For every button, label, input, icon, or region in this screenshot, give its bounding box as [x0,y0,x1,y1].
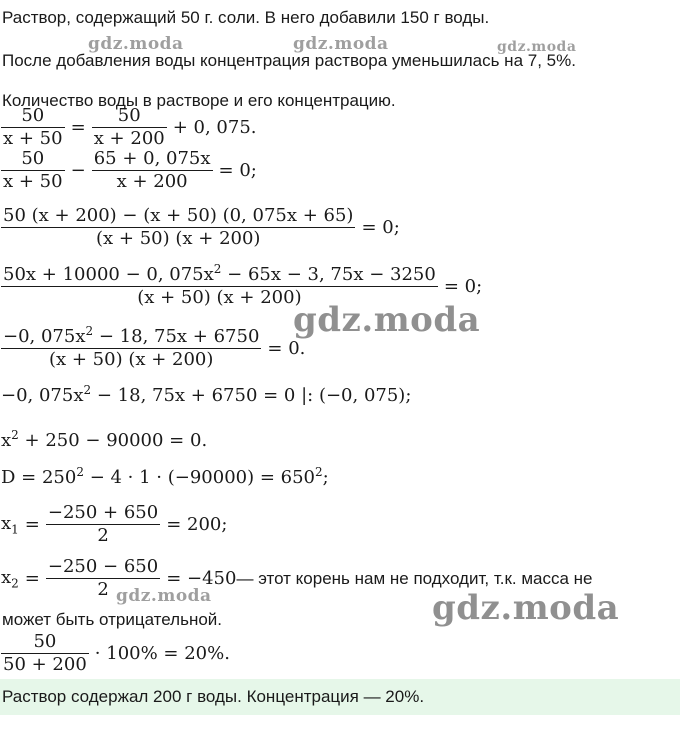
concentration-calc: $\frac{50}{50 + 200}$ · 100% = 20%. [3,631,230,675]
equation-5: $\frac{-0, 075x^2 - 18, 75x + 6750}{(x + 50) (x + 200)}$ = 0. [3,324,306,370]
root-x2: $x_2$ = $\frac{-250 - 650}{2}$ = −450 — этот корень нам не подходит, т.к. масса не [1,556,593,600]
watermark-logo: gdz.moda [497,39,577,55]
answer-text: Раствор содержал 200 г воды. Концентрация — 20%. [2,687,425,706]
discriminant: $D = 250^2 - 4 \cdot 1 \cdot (-90000) = 650^2$; [1,465,329,488]
equation-2: $\frac{50}{x + 50}$ − $\frac{65 + 0, 075x}{x + 200}$ = 0; [3,148,257,192]
watermark-logo: gdz.moda [432,588,620,628]
watermark-logo: gdz.moda [293,34,389,54]
negative-mass-note: может быть отрицательной. [2,610,223,629]
root-x1: $x_1$ = $\frac{-250 + 650}{2}$ = 200; [1,502,228,546]
equation-3: $\frac{50 (x + 200) - (x + 50) (0, 075x + 65)}{(x + 50) (x + 200)}$ = 0; [3,205,400,249]
watermark-logo: gdz.moda [88,34,184,54]
watermark-logo: gdz.moda [293,300,481,340]
problem-statement: Раствор, содержащий 50 г. соли. В него добавили 150 г воды. [2,8,490,27]
watermark-logo: gdz.moda [116,586,212,606]
equation-6: −0, $075x^2 - 18$, 75x + 6750 = 0 |: (−0, 075); [1,383,412,406]
equation-4: $\frac{50x + 10000 - 0, 075x^2 - 65x - 3, 75x - 3250}{(x + 50) (x + 200)}$ = 0; [3,262,483,308]
concentration-condition: После добавления воды концентрация раствора уменьшилась на 7, 5%. [2,51,576,70]
equation-1: $\frac{50}{x + 50}$ = $\frac{50}{x + 200}$ + 0, 075. [3,105,257,149]
equation-7: $x^2 + 250 - 90000 = 0$. [1,428,208,451]
unknown-statement: Количество воды в растворе и его концентрацию. [2,91,396,110]
answer-box [0,679,680,715]
